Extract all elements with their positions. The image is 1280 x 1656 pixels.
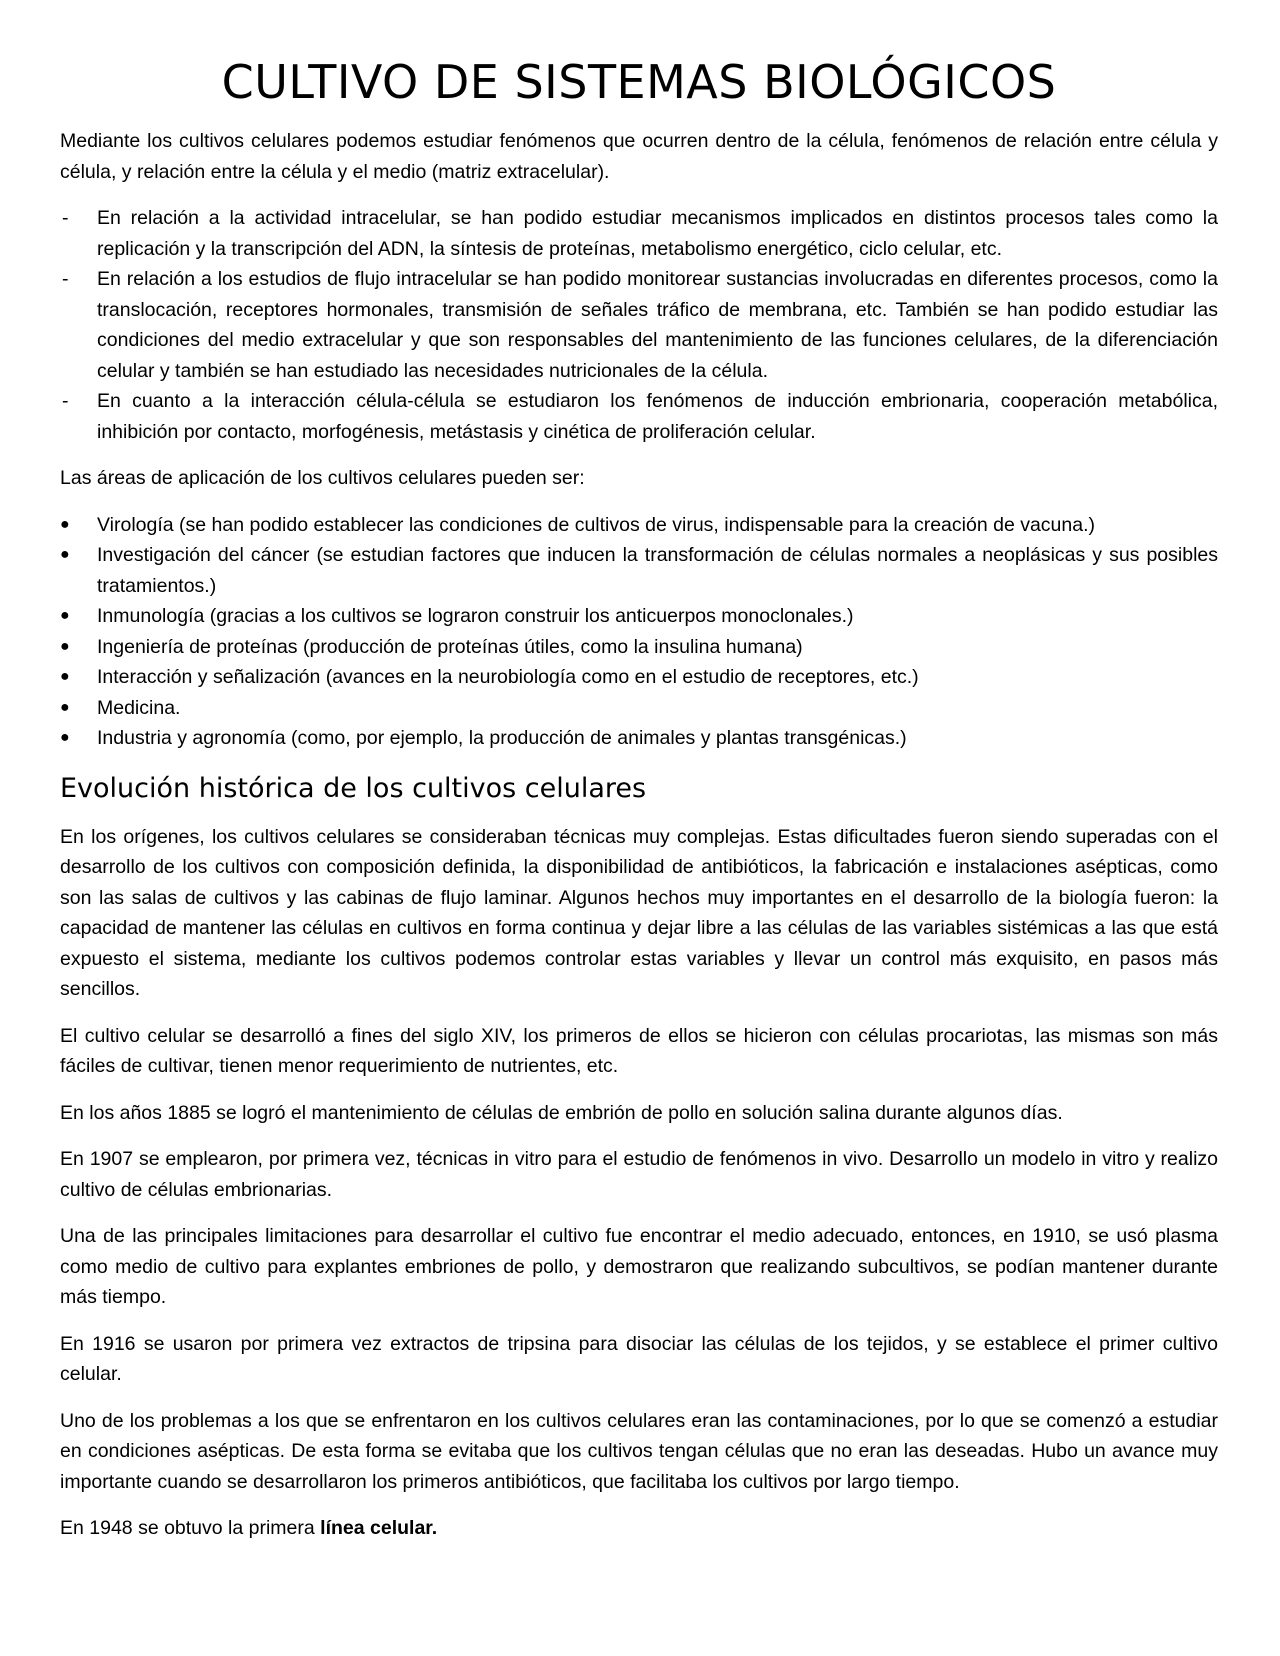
bullet-item-text: Ingeniería de proteínas (producción de proteínas útiles, como la insulina humana) [97,635,803,658]
bullet-item-text: Investigación del cáncer (se estudian factores que inducen la transformación de células normales a neoplásicas y sus posibles tratamientos.) [97,544,1218,597]
bullet-list-item [60,723,1218,754]
bullet-icon: ● [60,546,70,563]
dash-marker: - [62,268,69,290]
cell-line-emphasis: línea celular. [320,1517,438,1539]
bullet-icon: ● [60,668,70,685]
bullet-list-item [60,601,1218,632]
bullet-item-text: Inmunología (gracias a los cultivos se lograron construir los anticuerpos monoclonales.) [97,605,854,627]
dash-item-text: En cuanto a la interacción célula-célula se estudiaron los fenómenos de inducción embrionaria, cooperación metabólica, inhibición por contacto, morfogénesis, metástasis y cinética de proliferación celular. [97,390,1218,443]
dash-marker: - [62,207,69,229]
document-page [60,52,1218,1560]
areas-intro-paragraph: Las áreas de aplicación de los cultivos celulares pueden ser: [60,467,585,489]
bullet-list-item [60,540,1218,601]
bullet-icon: ● [60,637,70,655]
history-paragraph: En los orígenes, los cultivos celulares se consideraban técnicas muy complejas. Estas dificultades fueron siendo superadas con el desarrollo de los cultivos con composición definida, la disponibilidad de antibióticos, la fabricación e instalaciones asépticas, como son las salas de cultivos y las cabinas de flujo laminar. Algunos hechos muy importantes en el desarrollo de la biología fueron: la capacidad de mantener las células en cultivos en forma continua y dejar libre a las células de las variables sistémicas a las que está expuesto el sistema, mediante los cultivos podemos controlar estas variables y llevar un control más exquisito, en pasos más sencillos. [60,825,1218,1000]
bullet-icon: ● [60,515,70,533]
bullet-item-text: Interacción y señalización (avances en la neurobiología como en el estudio de receptores, etc.) [97,666,919,688]
bullet-icon: ● [60,607,70,624]
history-paragraph: En los años 1885 se logró el mantenimiento de células de embrión de pollo en solución salina durante algunos días. [60,1101,1063,1124]
dash-marker: - [62,390,69,412]
dash-list [60,203,1218,447]
history-paragraph: En 1907 se emplearon, por primera vez, técnicas in vitro para el estudio de fenómenos in vivo. Desarrollo un modelo in vitro y realizo cultivo de células embrionarias. [60,1148,1218,1201]
bullet-list-item [60,693,1218,724]
bullet-icon: ● [60,729,70,746]
dash-list-item [60,264,1218,386]
dash-list-item [60,203,1218,264]
section-heading: Evolución histórica de los cultivos celulares [60,772,647,804]
dash-item-text: En relación a la actividad intracelular, se han podido estudiar mecanismos implicados en distintos procesos tales como la replicación y la transcripción del ADN, la síntesis de proteínas, metabolismo energético, ciclo celular, etc. [97,207,1218,260]
final-paragraph-text: En 1948 se obtuvo la primera [60,1517,321,1539]
intro-paragraph: Mediante los cultivos celulares podemos estudiar fenómenos que ocurren dentro de la célula, fenómenos de relación entre célula y célula, y relación entre la célula y el medio (matriz extracelular). [60,130,1218,183]
bullet-item-text: Virología (se han podido establecer las condiciones de cultivos de virus, indispensable para la creación de vacuna.) [97,513,1095,536]
history-paragraph: Una de las principales limitaciones para desarrollar el cultivo fue encontrar el medio adecuado, entonces, en 1910, se usó plasma como medio de cultivo para explantes embriones de pollo, y demostraron que realizando subcultivos, se podían mantener durante más tiempo. [60,1225,1218,1308]
bullet-item-text: Industria y agronomía (como, por ejemplo, la producción de animales y plantas transgénicas.) [97,727,907,749]
history-paragraph: El cultivo celular se desarrolló a fines del siglo XIV, los primeros de ellos se hicieron con células procariotas, las mismas son más fáciles de cultivar, tienen menor requerimiento de nutrientes, etc. [60,1024,1218,1077]
dash-item-text: En relación a los estudios de flujo intracelular se han podido monitorear sustancias involucradas en diferentes procesos, como la translocación, receptores hormonales, transmisión de señales tráfico de membrana, etc. También se han podido estudiar las condiciones del medio extracelular y que son responsables del mantenimiento de las funciones celulares, de la diferenciación celular y también se han estudiado las necesidades nutricionales de la célula. [97,268,1218,382]
bullet-icon: ● [60,698,70,716]
history-paragraph: Uno de los problemas a los que se enfrentaron en los cultivos celulares eran las contaminaciones, por lo que se comenzó a estudiar en condiciones asépticas. De esta forma se evitaba que los cultivos tengan células que no eran las deseadas. Hubo un avance muy importante cuando se desarrollaron los primeros antibióticos, que facilitaba los cultivos por largo tiempo. [60,1409,1218,1493]
dash-list-item [60,386,1218,447]
document-title: CULTIVO DE SISTEMAS BIOLÓGICOS [221,55,1057,109]
history-paragraph: En 1916 se usaron por primera vez extractos de tripsina para disociar las células de los tejidos, y se establece el primer cultivo celular. [60,1332,1218,1385]
bullet-list-item [60,632,1218,663]
final-paragraph [60,1513,1218,1544]
bullet-list [60,510,1218,754]
bullet-list-item [60,510,1218,541]
bullet-list-item [60,662,1218,693]
bullet-item-text: Medicina. [97,696,181,719]
